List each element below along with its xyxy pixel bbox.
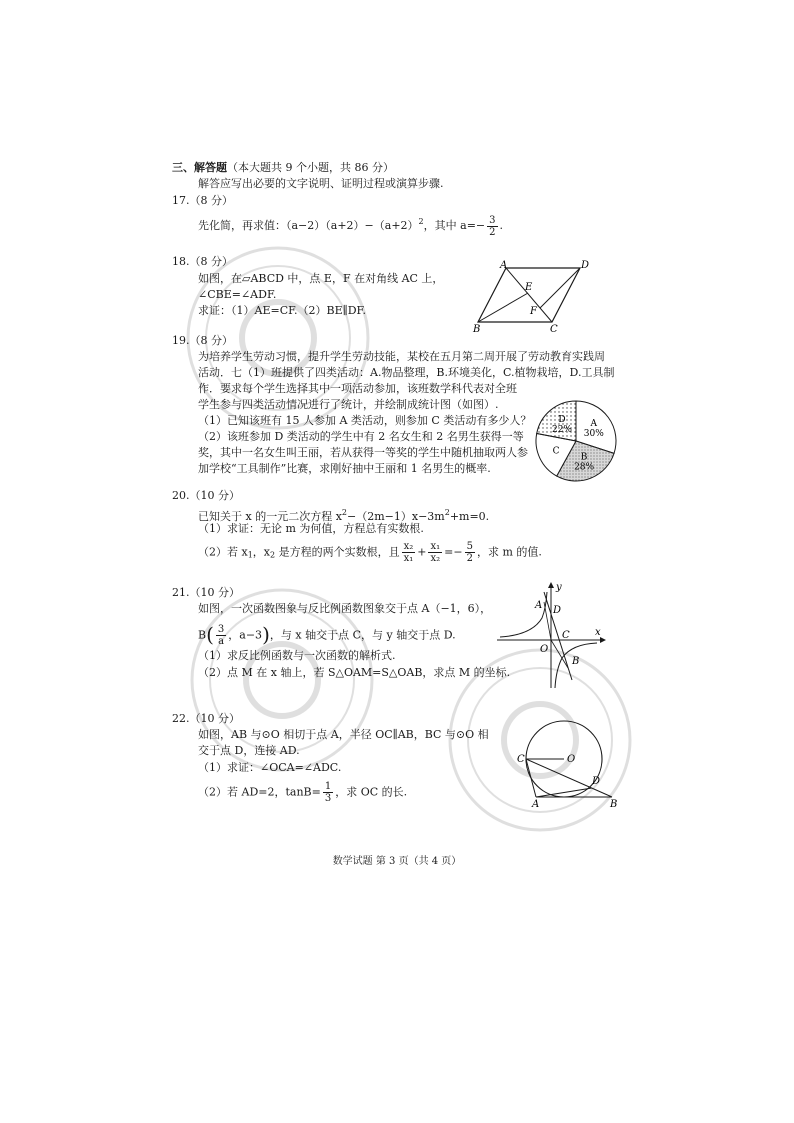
pie-percent-d: 22% — [551, 425, 572, 436]
pie-percent-b: 28% — [574, 462, 595, 473]
section-heading: 三、解答题 — [172, 161, 227, 174]
q21-label-o: O — [540, 644, 549, 655]
q18-label-a: A — [500, 260, 508, 271]
q19-line: 奖，其中一名女生叫王丽，若从获得一等奖的学生中随机抽取两人参 — [198, 446, 528, 459]
pie-label-b: B — [580, 452, 588, 463]
q21-frac — [216, 624, 226, 647]
q20-eq: =− — [444, 545, 463, 559]
q22-l4-b: ，求 OC 的长. — [335, 785, 408, 799]
q17-text-b: ，其中 a=− — [423, 219, 486, 232]
pie-label-c: C — [552, 446, 560, 457]
q21-frac-den: a — [218, 636, 225, 647]
q17-body — [198, 214, 503, 238]
q19-pie-chart — [533, 398, 619, 484]
q18-line3: 求证：（1）AE=CF.（2）BE∥DF. — [198, 304, 366, 317]
q17-frac-num: 3 — [489, 214, 496, 226]
q20-plus: + — [417, 545, 427, 559]
q21-label-b: B — [572, 656, 580, 667]
q19-line: 活动．七（1）班提供了四类活动：A.物品整理，B.环境美化，C.植物栽培，D.工具制 — [198, 366, 615, 379]
q21-line4: （2）点 M 在 x 轴上，若 S△OAM=S△OAB，求点 M 的坐标. — [198, 666, 511, 679]
q19-line: （2）该班参加 D 类活动的学生中有 2 名女生和 2 名男生获得一等 — [198, 430, 524, 443]
q20-f3-den: 2 — [466, 553, 473, 564]
q20-sup1: 2 — [341, 508, 347, 517]
q19-line: 作．要求每个学生选择其中一项活动参加，该班数学科代表对全班 — [198, 382, 517, 395]
q19-number: 19.（8 分） — [172, 334, 233, 347]
q21-line2: B( $\frac{3}{a}$ ，a−3)，与 x 轴交于点 C，与 y 轴交于点 D. — [198, 622, 456, 647]
q17-power: 2 — [418, 217, 424, 226]
q21-l2-a: B — [198, 628, 207, 642]
q20-line1-a: 已知关于 x 的一元二次方程 x — [198, 510, 342, 523]
q18-label-c: C — [550, 324, 558, 334]
q22-label-a: A — [532, 799, 540, 808]
q20-number: 20.（10 分） — [172, 489, 240, 502]
q17-fraction — [487, 215, 497, 238]
q22-label-b: B — [610, 799, 618, 808]
q21-l2-b: ，a−3 — [228, 628, 263, 642]
q20-line1-b: −（2m−1）x−3m — [347, 510, 445, 523]
section-instruction: 解答应写出必要的文字说明、证明过程或演算步骤. — [198, 177, 444, 190]
q20-l3-sub2: 2 — [270, 550, 276, 560]
q22-circle-figure — [512, 712, 624, 808]
q22-frac-den: 3 — [324, 793, 332, 804]
q18-parallelogram-figure — [470, 258, 595, 334]
q20-l3-c: 是方程的两个实数根，且 — [275, 545, 400, 559]
q18-number: 18.（8 分） — [172, 255, 233, 268]
q22-label-d: D — [592, 776, 601, 787]
q22-label-c: C — [517, 754, 525, 765]
q19-line: 学生参与四类活动情况进行了统计，并绘制成统计图（如图）. — [198, 398, 499, 411]
q20-l3-b: ，x — [252, 545, 271, 559]
q19-line: （1）已知该班有 15 人参加 A 类活动，则参加 C 类活动有多少人？ — [198, 414, 532, 427]
q20-sup2: 2 — [444, 508, 450, 517]
q20-line2: （1）求证：无论 m 为何值，方程总有实数根. — [198, 522, 424, 535]
q22-line3: （1）求证：∠OCA=∠ADC. — [198, 761, 342, 774]
q21-label-y: y — [556, 582, 562, 593]
pie-label-d: D — [558, 415, 566, 426]
q20-l3-sub1: 1 — [247, 550, 253, 560]
q18-label-b: B — [473, 324, 481, 334]
q22-line1: 如图，AB 与⊙O 相切于点 A，半径 OC∥AB，BC 与⊙O 相 — [198, 728, 489, 741]
q21-l2-c: ，与 x 轴交于点 C，与 y 轴交于点 D. — [269, 628, 456, 642]
q21-label-d: D — [553, 605, 562, 616]
q17-text-end: . — [499, 219, 504, 232]
q19-line: 加学校“工具制作”比赛，求刚好抽中王丽和 1 名男生的概率. — [198, 462, 491, 475]
q20-f2-num: x₁ — [430, 541, 441, 552]
q20-f3-num: 5 — [466, 541, 473, 552]
q20-l3-end: ，求 m 的值. — [476, 545, 542, 559]
q21-function-graph — [492, 580, 607, 692]
q18-line2: ∠CBE=∠ADF. — [198, 288, 277, 301]
q17-number: 17.（8 分） — [172, 194, 233, 207]
q21-label-a: A — [535, 600, 543, 611]
q18-label-d: D — [581, 260, 590, 271]
q18-label-e: E — [525, 282, 533, 293]
q20-f1-num: x₂ — [403, 541, 414, 552]
q20-frac3 — [465, 541, 475, 564]
q18-label-f: F — [530, 306, 537, 317]
q22-number: 22.（10 分） — [172, 712, 240, 725]
pie-label-a: A — [590, 419, 598, 430]
q21-line3: （1）求反比例函数与一次函数的解析式. — [198, 649, 396, 662]
q21-line1: 如图，一次函数图象与反比例函数图象交于点 A（−1，6）， — [198, 602, 492, 615]
pie-percent-a: 30% — [583, 429, 604, 440]
q22-frac-num: 1 — [324, 781, 332, 792]
q22-line4 — [198, 781, 407, 804]
q20-l3-a: （2）若 x — [198, 545, 248, 559]
section-note: （本大题共 9 个小题，共 86 分） — [227, 161, 394, 174]
page-footer: 数学试题 第 3 页（共 4 页） — [332, 856, 462, 867]
q22-label-o: O — [567, 754, 576, 765]
q19-line: 为培养学生劳动习惯，提升学生劳动技能，某校在五月第二周开展了劳动教育实践周 — [198, 350, 605, 363]
q21-frac-num: 3 — [217, 624, 225, 635]
q17-frac-den: 2 — [489, 226, 496, 238]
q20-frac1 — [402, 541, 416, 564]
section-header — [172, 160, 394, 176]
q21-number: 21.（10 分） — [172, 586, 240, 599]
q21-label-c: C — [562, 630, 570, 641]
q20-frac2 — [428, 541, 442, 564]
q20-line3 — [198, 541, 542, 564]
q22-l4-a: （2）若 AD=2，tanB= — [198, 785, 321, 799]
q22-line2: 交于点 D，连接 AD. — [198, 744, 300, 757]
q22-frac — [323, 781, 333, 804]
q20-line1-c: +m=0. — [449, 510, 490, 523]
q20-f1-den: x₁ — [403, 553, 414, 564]
q21-label-x: x — [595, 627, 601, 638]
q20-f2-den: x₂ — [430, 553, 441, 564]
q17-text-a: 先化简，再求值：（a−2）（a+2）−（a+2） — [198, 219, 419, 232]
q18-line1: 如图，在▱ABCD 中，点 E，F 在对角线 AC 上， — [198, 272, 444, 285]
